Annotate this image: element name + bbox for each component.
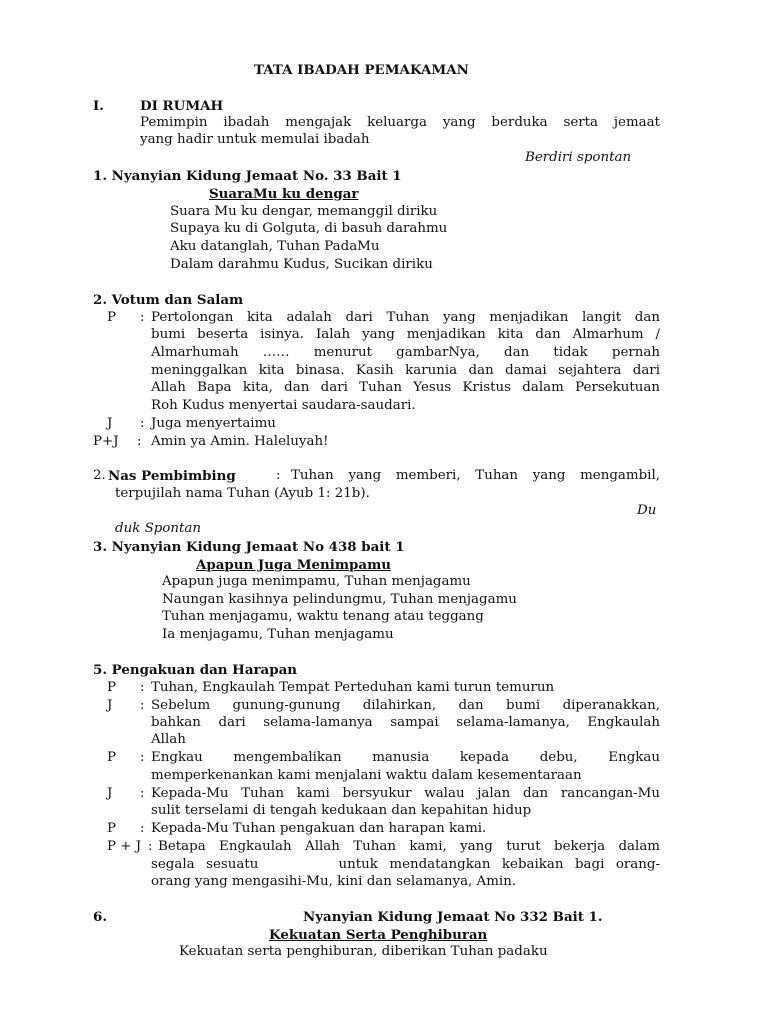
colon: : bbox=[140, 680, 145, 695]
song-lyric-line: Dalam darahmu Kudus, Sucikan diriku bbox=[170, 257, 433, 272]
section-number: I. bbox=[93, 98, 104, 114]
instruction-note: Berdiri spontan bbox=[525, 150, 632, 165]
speaker-label: P+J bbox=[93, 434, 119, 449]
colon: : bbox=[140, 821, 145, 836]
speaker-label: J bbox=[107, 786, 113, 801]
song-lyric-line: Kekuatan serta penghiburan, diberikan Tuhan padaku bbox=[179, 944, 548, 959]
song-title: Kekuatan Serta Penghiburan bbox=[269, 927, 488, 943]
song-lyric-line: Apapun juga menimpamu, Tuhan menjagamu bbox=[162, 574, 471, 589]
section-number: 6. bbox=[93, 909, 107, 925]
song-lyric-line: Naungan kasihnya pelindungmu, Tuhan menjagamu bbox=[162, 592, 517, 607]
liturgy-line: Amin ya Amin. Haleluyah! bbox=[151, 434, 329, 449]
colon: : bbox=[140, 750, 145, 765]
song-lyric-line: Ia menjagamu, Tuhan menjagamu bbox=[162, 627, 394, 642]
liturgy-line: memperkenankan kami menjalani waktu dalam kesementaraan bbox=[151, 768, 582, 783]
liturgy-line: meninggalkan kita binasa. Kasih karunia dan damai sejahtera dari bbox=[151, 363, 660, 378]
song-lyric-line: Tuhan menjagamu, waktu tenang atau teggang bbox=[162, 609, 484, 624]
liturgy-line: Juga menyertaimu bbox=[151, 416, 276, 431]
liturgy-line: Allah Bapa kita, dan dari Tuhan Yesus Kristus dalam Persekutuan bbox=[151, 380, 660, 395]
liturgy-line: bumi beserta isinya. Ialah yang menjadikan kita dan Almarhum / bbox=[151, 327, 660, 342]
liturgy-line: Pertolongan kita adalah dari Tuhan yang menjadikan langit dan bbox=[151, 310, 660, 325]
section-number: 2. bbox=[93, 468, 106, 483]
liturgy-line: Allah bbox=[151, 732, 186, 747]
liturgy-line: Kepada-Mu Tuhan pengakuan dan harapan kami. bbox=[151, 821, 487, 836]
colon: : bbox=[140, 786, 145, 801]
scripture-line: terpujilah nama Tuhan (Ayub 1: 21b). bbox=[115, 486, 370, 501]
colon: : bbox=[140, 698, 145, 713]
song-title: Apapun Juga Menimpamu bbox=[196, 557, 391, 573]
speaker-label: P bbox=[107, 750, 117, 765]
intro-line: yang hadir untuk memulai ibadah bbox=[140, 132, 370, 147]
speaker-label: P bbox=[107, 821, 117, 836]
page-title: TATA IBADAH PEMAKAMAN bbox=[254, 62, 469, 78]
instruction-note: duk Spontan bbox=[115, 521, 201, 536]
instruction-note: Du bbox=[637, 503, 657, 518]
speaker-label: P bbox=[107, 310, 117, 325]
liturgy-line: Betapa Engkaulah Allah Tuhan kami, yang turut bekerja dalam bbox=[158, 839, 660, 854]
liturgy-line: sulit terselami di tengah kedukaan dan kepahitan hidup bbox=[151, 803, 532, 818]
song-title: SuaraMu ku dengar bbox=[209, 186, 359, 202]
song-lyric-line: Suara Mu ku dengar, memanggil diriku bbox=[170, 204, 438, 219]
intro-line: Pemimpin ibadah mengajak keluarga yang berduka serta jemaat bbox=[140, 115, 660, 130]
section-heading: Nas Pembimbing bbox=[108, 468, 236, 484]
song-heading: Nyanyian Kidung Jemaat No 332 Bait 1. bbox=[303, 909, 603, 925]
speaker-label: J bbox=[107, 416, 113, 431]
section-heading: DI RUMAH bbox=[140, 98, 224, 114]
section-heading: 2. Votum dan Salam bbox=[93, 292, 244, 308]
liturgy-line: Tuhan, Engkaulah Tempat Perteduhan kami turun temurun bbox=[151, 680, 555, 695]
colon: : bbox=[276, 468, 281, 483]
section-heading: 5. Pengakuan dan Harapan bbox=[93, 662, 298, 678]
liturgy-line: Roh Kudus menyertai saudara-saudari. bbox=[151, 398, 416, 413]
liturgy-line: bahkan dari selama-lamanya sampai selama-lamanya, Engkaulah bbox=[151, 715, 660, 730]
song-heading: 1. Nyanyian Kidung Jemaat No. 33 Bait 1 bbox=[93, 168, 402, 184]
liturgy-line: Kepada-Mu Tuhan kami bersyukur walau jalan dan rancangan-Mu bbox=[151, 786, 660, 801]
song-heading: 3. Nyanyian Kidung Jemaat No 438 bait 1 bbox=[93, 539, 405, 555]
liturgy-line: Sebelum gunung-gunung dilahirkan, dan bumi diperanakkan, bbox=[151, 698, 660, 713]
speaker-label: P + J bbox=[107, 839, 142, 854]
colon: : bbox=[140, 416, 145, 431]
colon: : bbox=[137, 434, 142, 449]
liturgy-line: Almarhumah …… menurut gambarNya, dan tidak pernah bbox=[151, 345, 660, 360]
speaker-label: J bbox=[107, 698, 113, 713]
scripture-line: Tuhan yang memberi, Tuhan yang mengambil, bbox=[291, 468, 660, 483]
song-lyric-line: Supaya ku di Golguta, di basuh darahmu bbox=[170, 221, 448, 236]
song-lyric-line: Aku datanglah, Tuhan PadaMu bbox=[170, 239, 380, 254]
liturgy-line: segala sesuatu untuk mendatangkan kebaikan bagi orang- bbox=[151, 857, 660, 872]
liturgy-line: orang yang mengasihi-Mu, kini dan selamanya, Amin. bbox=[151, 874, 517, 889]
colon: : bbox=[148, 839, 153, 854]
colon: : bbox=[140, 310, 145, 325]
speaker-label: P bbox=[107, 680, 117, 695]
liturgy-line: Engkau mengembalikan manusia kepada debu, Engkau bbox=[151, 750, 660, 765]
